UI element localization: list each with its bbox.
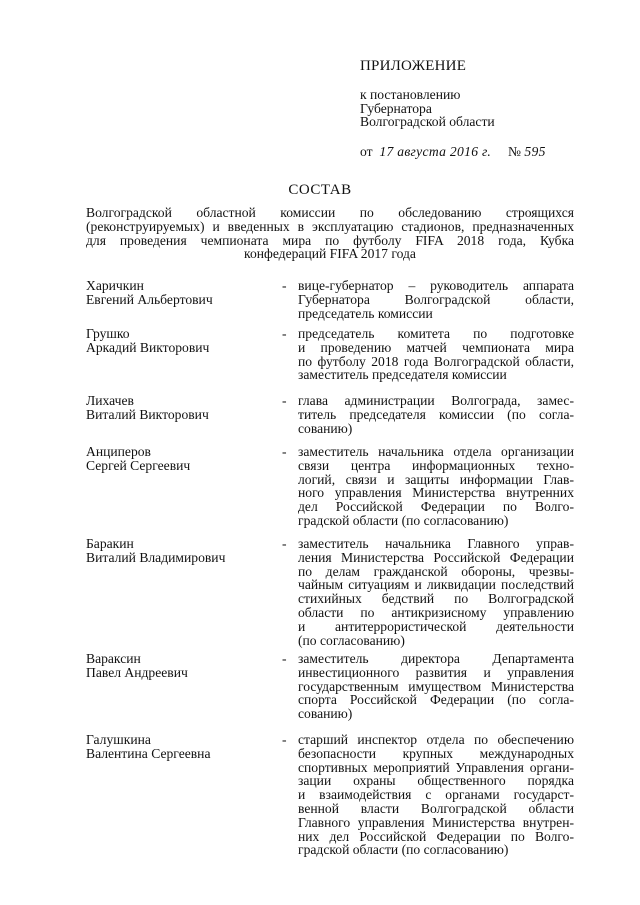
member-dash: - [282,278,287,293]
member-name [86,652,276,680]
role-line: безопасности крупных международных [298,745,574,761]
member-role [298,652,574,721]
member-name [86,537,276,565]
role-line: градской области (по согласованию) [298,842,509,858]
member-surname: Галушкина [86,732,151,747]
member-role [298,279,574,320]
role-line: и проведению матчей чемпионата мира [298,339,574,355]
appendix-line: к постановлению [360,86,461,102]
member-name [86,733,276,761]
role-line: спортивных мероприятий Управления органи- [298,759,574,775]
role-line: связи центра информационных техно- [298,457,574,473]
role-line: чайным ситуациям и ликвидации последствий [298,577,574,593]
role-line: заместитель председателя комиссии [298,367,507,383]
role-line: них дел Российской Федерации по Волго- [298,828,574,844]
appendix-title: ПРИЛОЖЕНИЕ [360,58,467,74]
role-line: заместитель начальника отдела организации [298,444,574,459]
role-line: председатель комиссии [298,305,433,321]
role-line: вице-губернатор – руководитель аппарата [298,278,574,293]
document-subtitle [86,206,574,261]
decree-date: 17 августа 2016 г. [379,144,492,160]
appendix-lines [360,88,620,129]
member-given-name: Павел Андреевич [86,664,188,680]
role-line: ления Министерства Российской Федерации [298,549,574,565]
member-given-name: Аркадий Викторович [86,339,210,355]
role-line: сованию) [298,706,353,722]
role-line: по делам гражданской обороны, чрезвы- [298,563,574,579]
subtitle-line: Волгоградской областной комиссии по обследованию строящихся [86,205,574,220]
document-heading: СОСТАВ [288,182,352,198]
member-name [86,279,276,307]
role-line: зации охраны общественного порядка [298,773,574,789]
member-dash: - [282,536,287,551]
member-surname: Анциперов [86,444,151,459]
role-line: венной власти Волгоградской области [298,800,574,816]
role-line: ного управления Министерства внутренних [298,485,574,501]
role-line: спорта Российской Федерации (по согла- [298,692,574,708]
role-line: области по антикризисному управлению [298,604,574,620]
subtitle-line: конфедераций FIFA 2017 года [244,246,416,262]
member-surname: Харичкин [86,278,144,293]
role-line: заместитель директора Департамента [298,651,574,666]
member-role [298,445,574,528]
member-role [298,537,574,647]
member-dash: - [282,444,287,459]
date-prefix: от [360,144,373,160]
role-line: логий, связи и защиты информации Глав- [298,471,574,487]
member-role [298,327,574,382]
member-dash: - [282,393,287,408]
role-line: инвестиционного развития и управления [298,664,574,680]
role-line: градской области (по согласованию) [298,512,509,528]
appendix-line: Волгоградской области [360,114,495,130]
member-name [86,394,276,422]
role-line: государственным имуществом Министерства [298,678,574,694]
member-given-name: Евгений Альбертович [86,291,213,307]
appendix-line: Губернатора [360,100,432,116]
role-line: стихийных бедствий по Волгоградской [298,591,574,607]
role-line: председатель комитета по подготовке [298,326,574,341]
role-line: и антитеррористической деятельности [298,618,574,634]
role-line: Главного управления Министерства внутрен- [298,814,574,830]
member-surname: Баракин [86,536,134,551]
role-line: сованию) [298,420,353,436]
member-given-name: Сергей Сергеевич [86,457,191,473]
member-given-name: Валентина Сергеевна [86,745,211,761]
appendix-block [360,60,620,159]
role-line: Губернатора Волгоградской области, [298,291,574,307]
role-line: дел Российской Федерации по Волго- [298,499,574,515]
role-line: (по согласованию) [298,632,405,648]
number-prefix: № [508,144,521,160]
member-role [298,394,574,435]
member-surname: Вараксин [86,651,141,666]
decree-number: 595 [524,144,546,160]
member-dash: - [282,651,287,666]
role-line: заместитель начальника Главного управ- [298,536,574,551]
role-line: и взаимодействия с органами государст- [298,787,574,803]
role-line: глава администрации Волгограда, замес- [298,393,574,408]
member-given-name: Виталий Владимирович [86,549,226,565]
subtitle-line: (реконструируемых) и введенных в эксплуатацию стадионов, предназначенных [86,218,574,234]
member-dash: - [282,326,287,341]
member-given-name: Виталий Викторович [86,406,209,422]
member-role [298,733,574,857]
subtitle-line: для проведения чемпионата мира по футболу FIFA 2018 года, Кубка [86,232,574,248]
member-surname: Лихачев [86,393,134,408]
member-name [86,445,276,473]
decree-dateline [360,145,620,159]
role-line: старший инспектор отдела по обеспечению [298,732,574,747]
role-line: по футболу 2018 года Волгоградской области, [298,353,574,369]
member-dash: - [282,732,287,747]
member-surname: Грушко [86,326,130,341]
role-line: титель председателя комиссии (по согла- [298,406,574,422]
member-name [86,327,276,355]
